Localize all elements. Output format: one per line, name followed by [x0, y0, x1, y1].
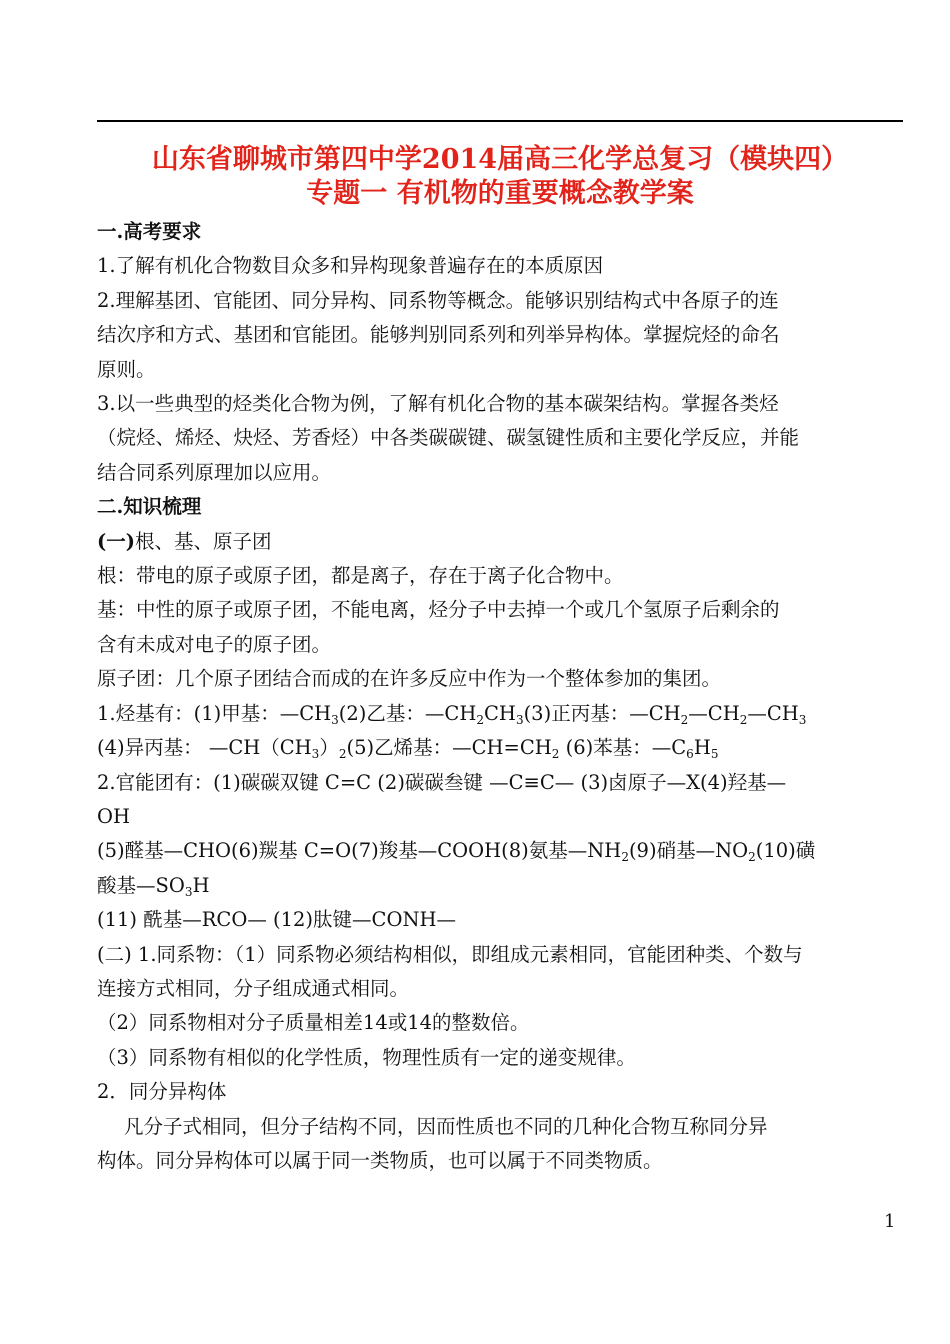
hydrocarbyl-text: (4)异丙基： —CH（CH	[97, 736, 312, 760]
functional-group-line-5: (11) 酰基—RCO— (12)肽键—CONH—	[97, 908, 457, 932]
hydrocarbyl-text: —CH	[747, 701, 799, 725]
subscript: 3	[184, 884, 193, 899]
section-heading-requirements: 一.高考要求	[97, 220, 202, 243]
subscript: 3	[311, 747, 320, 762]
functional-group-line-1: 2.官能团有：(1)碳碳双键 C=C (2)碳碳叁键 —C≡C— (3)卤原子—X(4)羟基—	[97, 770, 787, 794]
doc-title-line-2: 专题一 有机物的重要概念教学案	[306, 178, 694, 209]
definition-atom-group: 原子团：几个原子团结合而成的在许多反应中作为一个整体参加的集团。	[97, 667, 722, 691]
functional-text: 酸基—SO	[97, 873, 185, 897]
hydrocarbyl-text: (6)苯基：—C	[559, 736, 687, 760]
hydrocarbyl-text: (3)正丙基：—CH	[523, 701, 681, 725]
subsection-1-label: (一)	[97, 529, 135, 553]
isomer-heading: 2．同分异构体	[97, 1080, 227, 1104]
subscript: 2	[551, 747, 560, 762]
requirement-2-line-1: 2.理解基团、官能团、同分异构、同系物等概念。能够识别结构式中各原子的连	[97, 288, 779, 312]
doc-title-line-1: 山东省聊城市第四中学2014届高三化学总复习（模块四）	[151, 144, 849, 175]
subscript: 3	[515, 712, 524, 727]
subscript: 2	[739, 712, 748, 727]
homolog-line-2: 连接方式相同，分子组成通式相同。	[97, 976, 410, 1000]
subscript: 6	[686, 747, 694, 762]
homolog-line-3: （2）同系物相对分子质量相差14或14的整数倍。	[97, 1011, 530, 1035]
hydrocarbyl-text: H	[693, 736, 711, 760]
definition-ji-line-1: 基：中性的原子或原子团，不能电离，烃分子中去掉一个或几个氢原子后剩余的	[97, 598, 780, 622]
hydrocarbyl-text: ）	[319, 736, 339, 760]
hydrocarbyl-line-1	[97, 697, 903, 731]
requirement-3-line-1: 3.以一些典型的烃类化合物为例，了解有机化合物的基本碳架结构。掌握各类烃	[97, 392, 779, 416]
subsection-1-heading	[97, 525, 903, 559]
subscript: 2	[748, 850, 756, 865]
homolog-line-1: (二) 1.同系物：（1）同系物必须结构相似，即组成元素相同，官能团种类、个数与	[97, 942, 803, 966]
functional-group-line-3	[97, 834, 903, 868]
subsection-1-text: 根、基、原子团	[134, 529, 272, 553]
section-heading-knowledge: 二.知识梳理	[97, 495, 202, 519]
isomer-line-1: 凡分子式相同，但分子结构不同，因而性质也不同的几种化合物互称同分异	[124, 1114, 768, 1138]
hydrocarbyl-text: (2)乙基：—CH	[338, 701, 477, 725]
functional-text: (9)硝基—NO	[628, 839, 749, 863]
page-number: 1	[884, 1211, 896, 1232]
document-body	[97, 215, 903, 1178]
subscript: 2	[621, 850, 629, 865]
hydrocarbyl-text: 1.烃基有：(1)甲基：—CH	[97, 701, 332, 725]
definition-ji-line-2: 含有未成对电子的原子团。	[97, 632, 332, 656]
homolog-line-4: （3）同系物有相似的化学性质，物理性质有一定的递变规律。	[97, 1045, 636, 1069]
subscript: 5	[710, 747, 719, 762]
definition-gen: 根：带电的原子或原子团，都是离子，存在于离子化合物中。	[97, 564, 624, 588]
functional-group-line-2: OH	[97, 804, 130, 828]
functional-group-line-4	[97, 869, 903, 903]
hydrocarbyl-text: (5)乙烯基：—CH=CH	[346, 736, 552, 760]
requirement-1: 1.了解有机化合物数目众多和异构现象普遍存在的本质原因	[97, 254, 604, 278]
subscript: 2	[338, 747, 347, 762]
requirement-3-line-3: 结合同系列原理加以应用。	[97, 460, 332, 484]
subscript: 2	[476, 712, 484, 727]
requirement-3-line-2: （烷烃、烯烃、炔烃、芳香烃）中各类碳碳键、碳氢键性质和主要化学反应，并能	[97, 426, 800, 450]
requirement-2-line-2: 结次序和方式、基团和官能团。能够判别同系列和列举异构体。掌握烷烃的命名	[97, 323, 780, 347]
hydrocarbyl-text: CH	[484, 701, 516, 725]
isomer-line-2: 构体。同分异构体可以属于同一类物质，也可以属于不同类物质。	[97, 1148, 663, 1172]
top-rule	[97, 120, 903, 122]
subscript: 3	[798, 712, 807, 727]
functional-text: (5)醛基—CHO(6)羰基 C=O(7)羧基—COOH(8)氨基—NH	[97, 839, 622, 863]
hydrocarbyl-text: —CH	[688, 701, 740, 725]
functional-text: (10)磺	[755, 839, 816, 863]
hydrocarbyl-line-2	[97, 731, 903, 765]
requirement-2-line-3: 原则。	[97, 357, 156, 381]
functional-text: H	[192, 873, 210, 897]
subscript: 2	[680, 712, 689, 727]
subscript: 3	[331, 712, 339, 727]
